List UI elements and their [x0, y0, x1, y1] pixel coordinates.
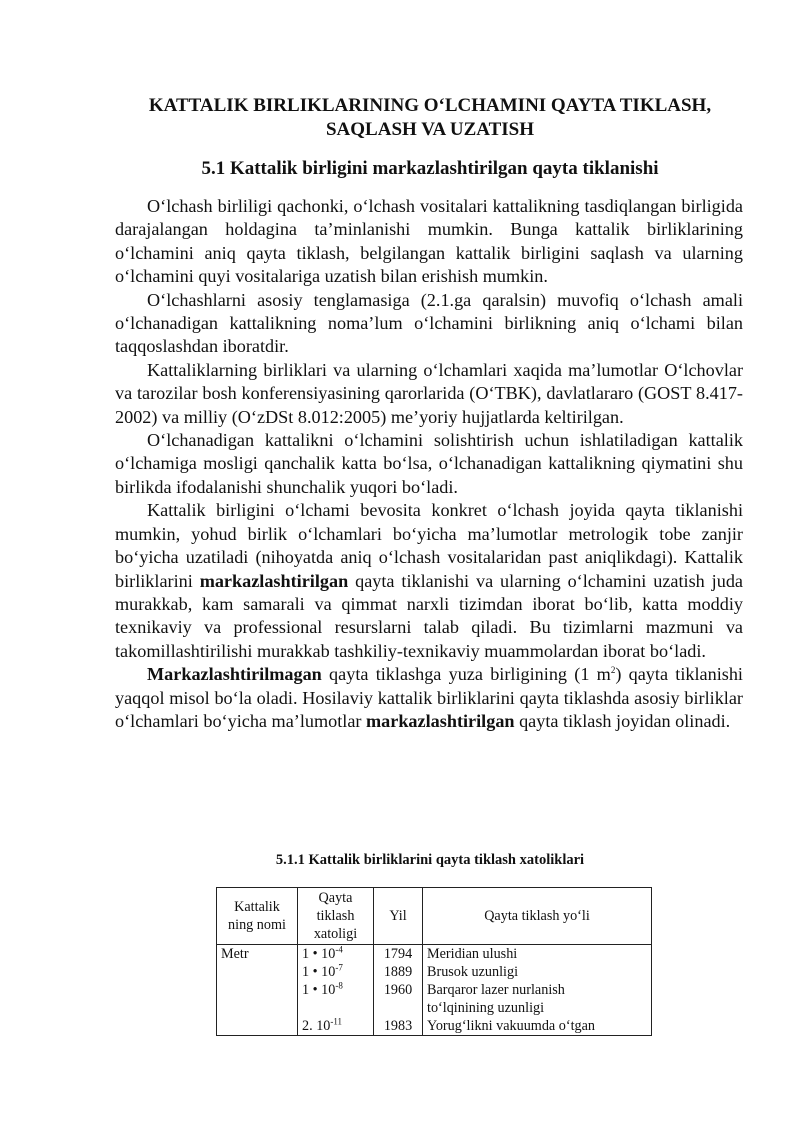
table-row [217, 945, 652, 1036]
error-value: 1 • $10^{-7}$ [302, 962, 343, 980]
paragraph-6-text-b: ) qayta tiklanishi yaqqol misol bo‘la oladi. Hosilaviy kattalik birliklarini qayta tiklashda asosiy birliklar o‘lchamlari bo‘yicha ma’lumotlar [115, 664, 743, 731]
table-header-row [217, 888, 652, 945]
paragraph-4: O‘lchanadigan kattalikni o‘lchamini solishtirish uchun ishlatiladigan kattalik o‘lchamiga mosligi qanchalik katta bo‘lsa, o‘lchanadigan kattalikning qiymatini shu birlikda ifodalanishi shunchalik yuqori bo‘ladi. [115, 430, 743, 497]
errors-table [216, 887, 652, 1036]
chapter-title-line-2: SAQLASH VA UZATISH [325, 119, 535, 140]
method-value: Barqaror lazer nurlanish [427, 982, 565, 998]
year-value: 1983 [383, 1018, 413, 1034]
year-value: 1960 [383, 982, 413, 998]
cell-quantity-name: Metr [217, 945, 298, 1036]
paragraph-5-text-a: Kattalik birligini o‘lchami bevosita konkret o‘lchash joyida qayta tiklanishi mumkin, yohud birlik o‘lchamlari bo‘yicha ma’lumotlar metrologik tobe zanjir bo‘yicha uzatiladi (nihoyatda aniq o‘lchash vositalaridan past aniqlikdagi). Kattalik birliklarini [115, 500, 743, 591]
paragraph-3: Kattaliklarning birliklari va ularning o‘lchamlari xaqida ma’lumotlar O‘lchovlar va tarozilar bosh konferensiyasining qarorlarida (O‘TBK), davlatlararo (GOST 8.417-2002) va milliy (O‘zDSt 8.012:2005) me’yoriy hujjatlarda keltirilgan. [115, 359, 743, 427]
error-value: 2. $10^{-11}$ [302, 1016, 343, 1034]
method-value: Yorug‘likni vakuumda o‘tgan [427, 1018, 596, 1034]
paragraph-5-text-b: qayta tiklanishi va ularning o‘lchamini uzatish juda murakkab, kam samarali va qimmat narxli tizimdan iborat bo‘lib, katta moddiy texnikaviy va professional resurslarni talab qiladi. Bu tizimlarni mazmuni va takomillashtirilishi murakkab tashkiliy-texnikaviy muammolardan iborat bo‘ladi. [115, 570, 743, 661]
cell-methods [423, 945, 652, 1036]
chapter-title-line-1: KATTALIK BIRLIKLARINING O‘LCHAMINI QAYTA TIKLASH, [148, 95, 712, 116]
chapter-title [100, 94, 760, 142]
header-reproduction-error: Qayta tiklash xatoligi [298, 888, 374, 945]
spacer-line [378, 999, 418, 1017]
year-value: 1889 [383, 964, 413, 980]
paragraph-2: O‘lchashlarni asosiy tenglamasiga (2.1.ga qaralsin) muvofiq o‘lchash amali o‘lchanadigan kattalikning noma’lum o‘lchamini birlikning aniq o‘lchami bilan taqqoslashdan iboratdir. [115, 289, 743, 357]
paragraph-5 [115, 499, 743, 663]
header-quantity-name: Kattalik ning nomi [217, 888, 298, 945]
paragraph-5-bold: markazlashtirilgan [199, 570, 349, 591]
cell-years [374, 945, 423, 1036]
header-reproduction-method: Qayta tiklash yo‘li [423, 888, 652, 945]
paragraph-6-text-c: qayta tiklash joyidan olinadi. [514, 710, 731, 731]
body-text [115, 195, 743, 733]
year-value: 1794 [383, 946, 413, 962]
error-value: 1 • $10^{-8}$ [302, 980, 343, 998]
paragraph-6-bold-1: Markazlashtirilmagan [147, 664, 322, 685]
paragraph-1: O‘lchash birliligi qachonki, o‘lchash vositalari kattalikning tasdiqlangan birligida darajalangan holdagina ta’minlanishi mumkin. Bunga kattalik birliklarining o‘lchamini aniq qayta tiklash, belgilangan kattalik birligini saqlash va ularning o‘lchamini quyi vositalariga uzatish bilan erishish mumkin. [115, 196, 743, 287]
section-title: 5.1 Kattalik birligini markazlashtirilgan qayta tiklanishi [201, 158, 659, 179]
paragraph-6-bold-2: markazlashtirilgan [366, 710, 515, 731]
paragraph-6-superscript: 2 [610, 665, 616, 676]
paragraph-6-text-a: qayta tiklashga yuza birligining (1 m [321, 664, 611, 685]
method-value: Meridian ulushi [427, 946, 518, 962]
paragraph-6 [115, 663, 743, 733]
header-year: Yil [374, 888, 423, 945]
table-caption: 5.1.1 Kattalik birliklarini qayta tiklash xatoliklari [275, 852, 585, 868]
method-value: to‘lqinining uzunligi [427, 1000, 545, 1016]
spacer-line [302, 999, 369, 1017]
error-value: 1 • $10^{-4}$ [302, 944, 343, 962]
cell-errors [298, 945, 374, 1036]
method-value: Brusok uzunligi [427, 964, 519, 980]
